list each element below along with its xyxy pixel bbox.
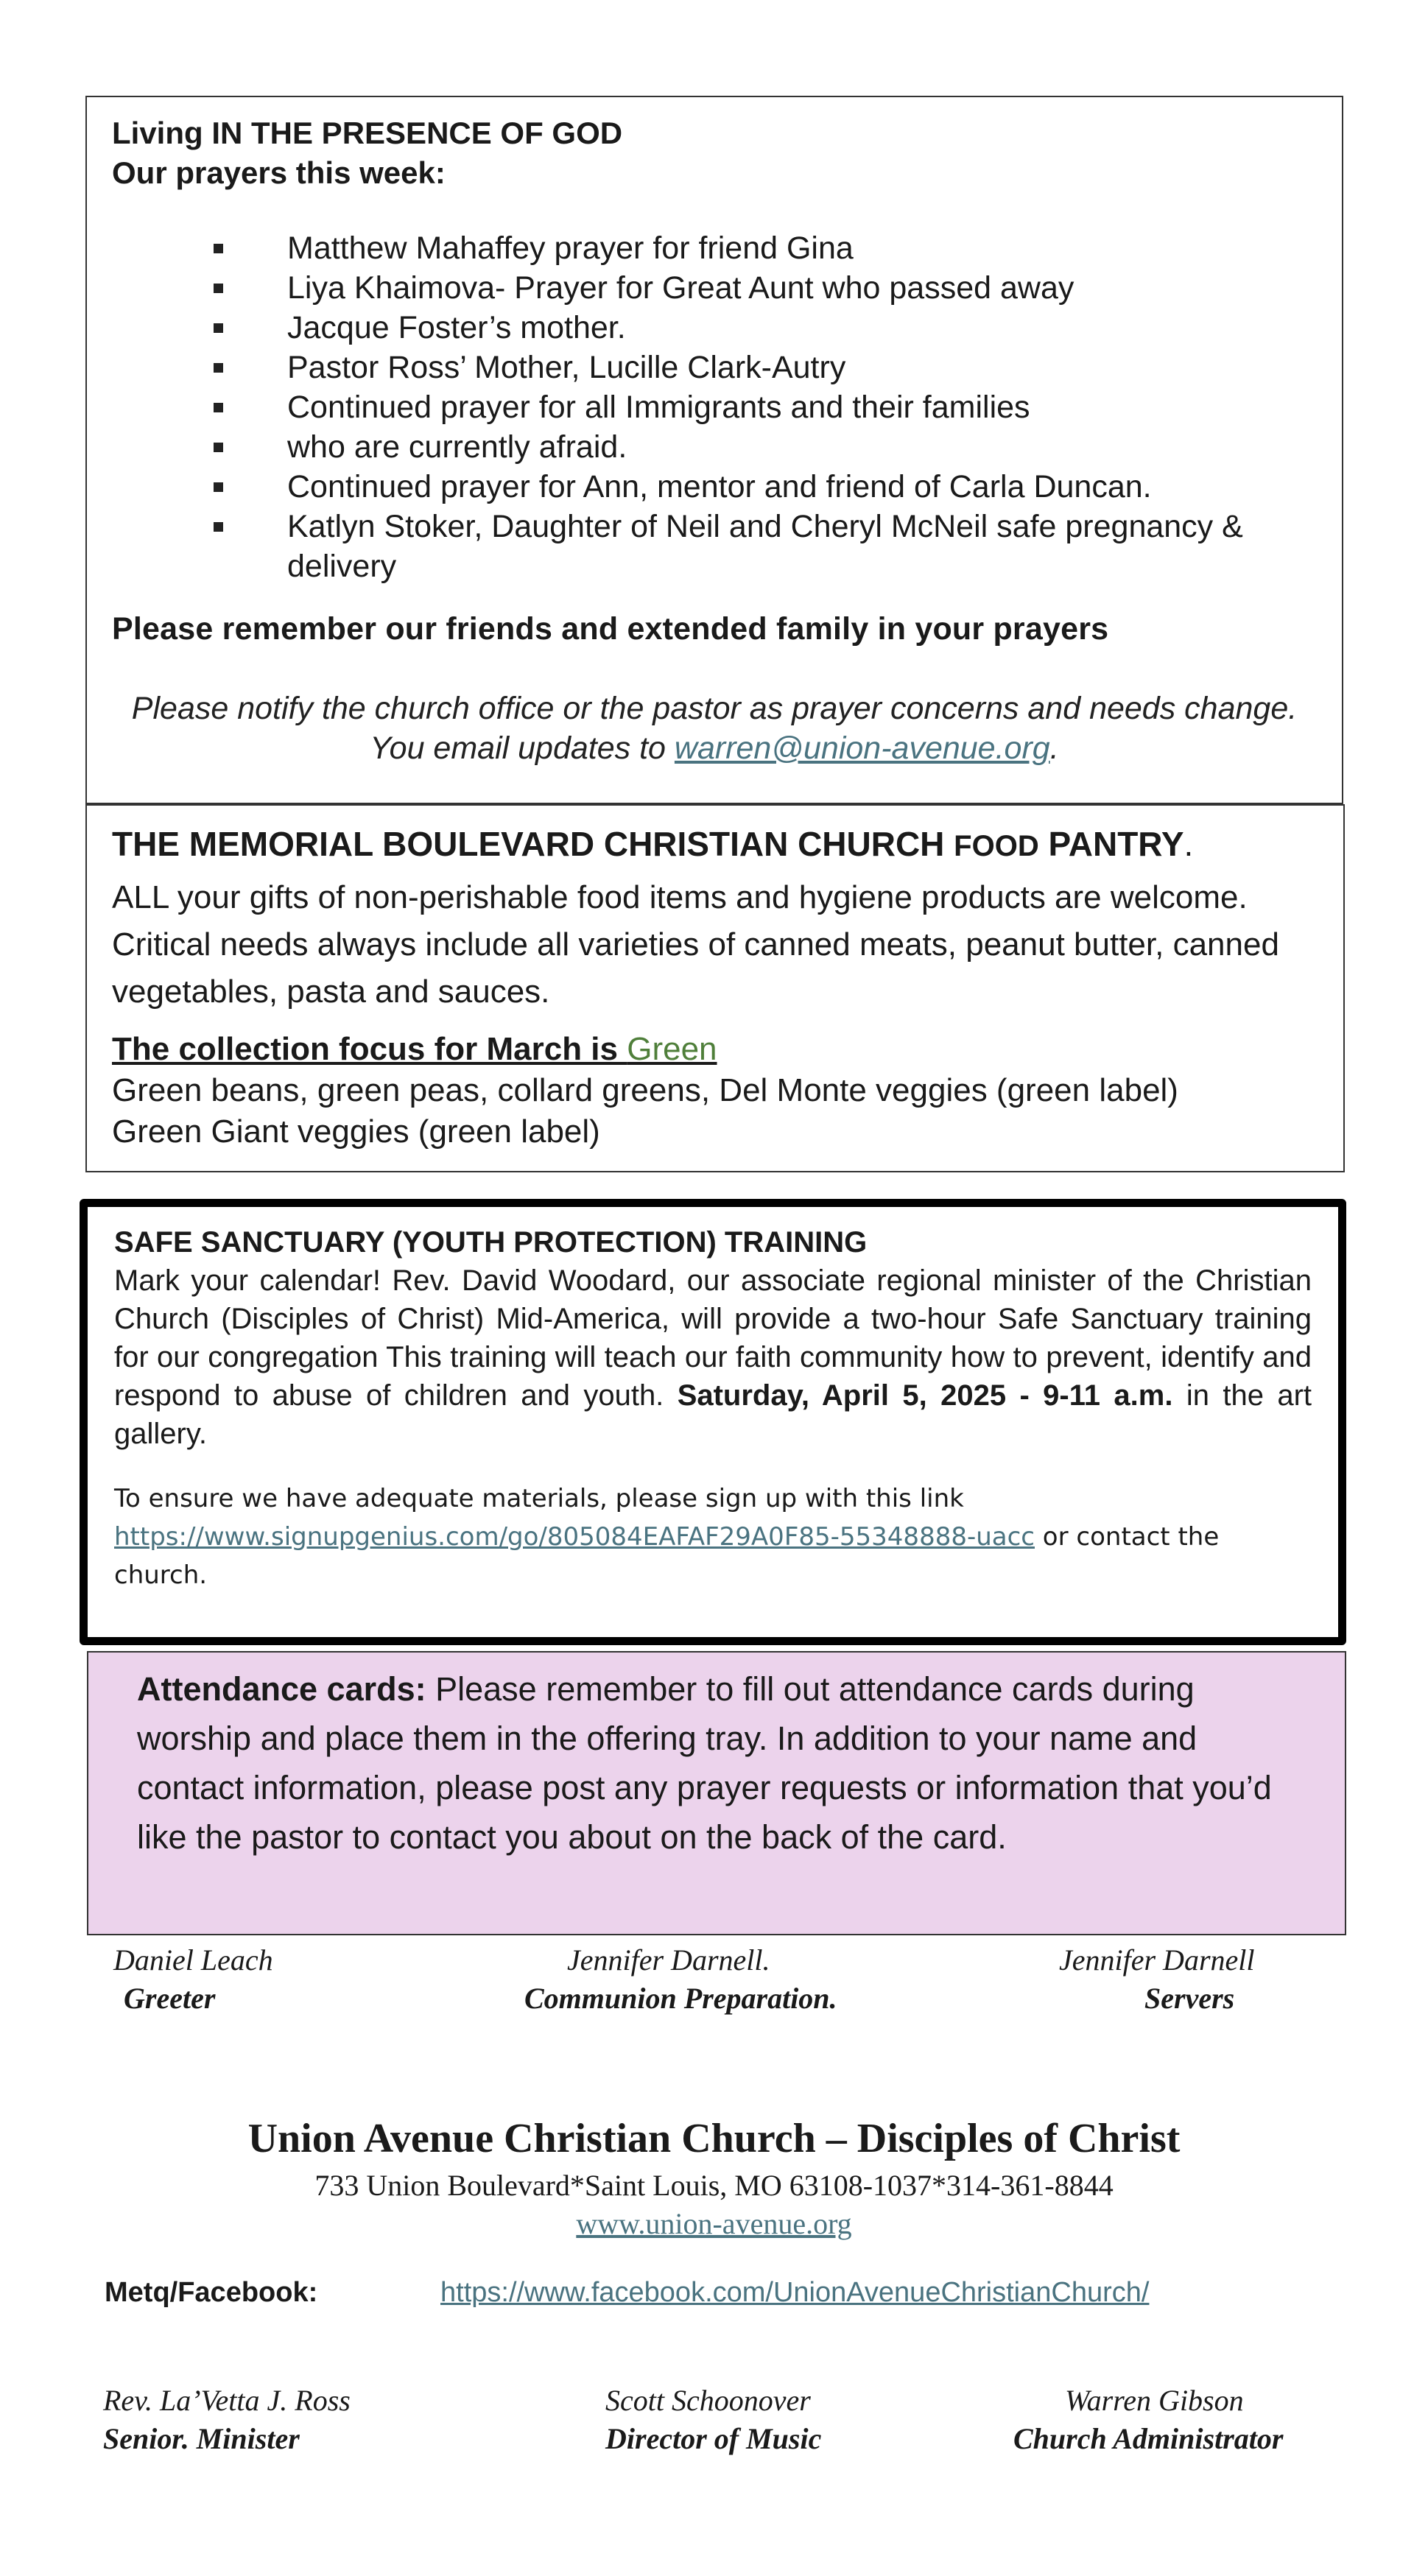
safe-date: Saturday, April 5, 2025 - 9-11 a.m. xyxy=(677,1379,1173,1412)
attendance-box xyxy=(87,1651,1346,1935)
pantry-title-b: PANTRY xyxy=(1038,825,1184,863)
role-title: Communion Preparation. xyxy=(524,1982,837,2015)
prayer-email-link[interactable]: warren@union-avenue.org xyxy=(674,731,1050,766)
church-name: Union Avenue Christian Church – Disciples of Christ xyxy=(247,2116,1181,2161)
staff-admin xyxy=(1013,2382,1283,2458)
prayer-item: Jacque Foster’s mother. xyxy=(287,308,1317,348)
safe-note-text: To ensure we have adequate materials, please sign up with this link xyxy=(114,1484,964,1513)
safe-title: SAFE SANCTUARY (YOUTH PROTECTION) TRAINING xyxy=(114,1226,868,1259)
pantry-items-line2: Green Giant veggies (green label) xyxy=(112,1113,600,1150)
safe-note-end: or contact the church. xyxy=(114,1522,1220,1590)
pantry-body: ALL your gifts of non-perishable food items and hygiene products are welcome. Critical needs always include all varieties of canned meats, peanut butter, canned vegetables, pasta and sauces. xyxy=(112,879,1279,1010)
role-title: Servers xyxy=(1144,1982,1235,2015)
prayers-title xyxy=(112,113,1317,153)
prayers-notify xyxy=(112,689,1317,768)
safe-body-text: Mark your calendar! Rev. David Woodard, our associate regional minister of the Christian Church (Disciples of Christ) Mid-America, will provide a two-hour Safe Sanctuary training for our congregation This training will teach our faith community how to prevent, identify and respond to abuse of children and youth. xyxy=(114,1264,1312,1412)
staff-name: Scott Schoonover xyxy=(605,2384,811,2417)
staff-minister xyxy=(103,2382,351,2458)
prayers-title-prefix: Living xyxy=(112,116,212,150)
attendance-body: Please remember to fill out attendance cards during worship and place them in the offering tray. In addition to your name and contact information, please post any prayer requests or information that you’d like the pastor to contact you about on the back of the card. xyxy=(137,1670,1272,1856)
prayer-item: who are currently afraid. xyxy=(287,427,1317,467)
pantry-items-line1: Green beans, green peas, collard greens, Del Monte veggies (green label) xyxy=(112,1072,1178,1108)
safe-body xyxy=(114,1261,1312,1453)
role-servers xyxy=(1059,1941,1255,2018)
role-communion xyxy=(524,1941,937,2018)
attendance-text xyxy=(137,1664,1296,1862)
church-website-wrap xyxy=(0,2206,1428,2241)
prayer-item: Pastor Ross’ Mother, Lucille Clark-Autry xyxy=(287,348,1317,387)
focus-value: Green xyxy=(627,1031,717,1067)
prayer-item: Katlyn Stoker, Daughter of Neil and Cheryl McNeil safe pregnancy & delivery xyxy=(287,507,1317,586)
prayer-item: Continued prayer for all Immigrants and their families xyxy=(287,387,1317,427)
safe-location: in the art gallery. xyxy=(114,1379,1312,1450)
focus-label: The collection focus for March is xyxy=(112,1031,627,1067)
church-website-link[interactable]: www.union-avenue.org xyxy=(576,2207,852,2240)
staff-title: Church Administrator xyxy=(1013,2422,1284,2455)
prayer-item: Liya Khaimova- Prayer for Great Aunt who passed away xyxy=(287,268,1317,308)
prayers-box xyxy=(85,96,1343,804)
staff-music xyxy=(605,2382,821,2458)
prayers-remember: Please remember our friends and extended family in your prayers xyxy=(112,611,1109,647)
attendance-lead: Attendance cards: xyxy=(137,1670,426,1708)
staff-name: Rev. La’Vetta J. Ross xyxy=(103,2384,351,2417)
staff-name: Warren Gibson xyxy=(1065,2384,1244,2417)
notify-text: Please notify the church office or the pastor as prayer concerns and needs change. You email updates to xyxy=(131,691,1298,766)
safe-sanctuary-box xyxy=(80,1199,1346,1645)
signup-link[interactable]: https://www.signupgenius.com/go/805084EAFAF29A0F85-55348888-uacc xyxy=(114,1522,1035,1552)
pantry-title-a: THE MEMORIAL BOULEVARD CHRISTIAN CHURCH xyxy=(112,825,954,863)
role-greeter xyxy=(113,1941,273,2018)
pantry-focus xyxy=(112,1029,1318,1070)
staff-title: Director of Music xyxy=(605,2422,822,2455)
pantry-title-end: . xyxy=(1183,825,1194,863)
food-pantry-box xyxy=(85,804,1345,1172)
prayer-item: Matthew Mahaffey prayer for friend Gina xyxy=(287,228,1317,268)
church-address: 733 Union Boulevard*Saint Louis, MO 63108-1037*314-361-8844 xyxy=(314,2169,1114,2202)
role-name: Jennifer Darnell xyxy=(1059,1943,1255,1977)
facebook-link[interactable]: https://www.facebook.com/UnionAvenueChristianChurch/ xyxy=(440,2277,1150,2308)
prayers-title-main: IN THE PRESENCE OF GOD xyxy=(211,116,623,150)
prayers-subtitle: Our prayers this week: xyxy=(112,155,446,190)
prayer-list xyxy=(112,228,1317,586)
staff-title: Senior. Minister xyxy=(103,2422,300,2455)
role-name: Jennifer Darnell. xyxy=(567,1943,770,1977)
pantry-title-food: FOOD xyxy=(954,830,1039,862)
pantry-title xyxy=(112,822,1318,868)
safe-note xyxy=(114,1479,1312,1594)
facebook-label: Metq/Facebook: xyxy=(105,2277,318,2308)
prayer-item: Continued prayer for Ann, mentor and friend of Carla Duncan. xyxy=(287,467,1317,507)
role-title: Greeter xyxy=(124,1982,216,2015)
notify-end: . xyxy=(1049,731,1059,766)
role-name: Daniel Leach xyxy=(113,1943,273,1977)
